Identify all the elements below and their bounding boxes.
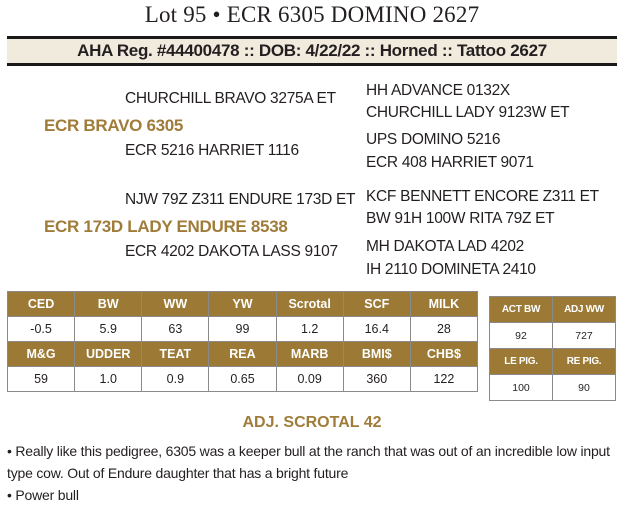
- ancestor: CHURCHILL LADY 9123W ET: [366, 104, 570, 121]
- actuals-value: 100: [490, 375, 553, 401]
- ancestor: HH ADVANCE 0132X: [366, 82, 510, 99]
- actuals-header: ADJ WW: [553, 297, 616, 323]
- epd-value: 99: [209, 317, 276, 342]
- epd-header: MARB: [276, 342, 343, 367]
- dam-dam: ECR 4202 DAKOTA LASS 9107: [125, 243, 338, 260]
- ancestor: ECR 408 HARRIET 9071: [366, 154, 534, 171]
- sire-sire: CHURCHILL BRAVO 3275A ET: [125, 90, 336, 107]
- epd-header: TEAT: [142, 342, 209, 367]
- epd-value: 59: [8, 367, 75, 392]
- actuals-value: 90: [553, 375, 616, 401]
- epd-header: Scrotal: [276, 292, 343, 317]
- epd-header: YW: [209, 292, 276, 317]
- registration-bar: [7, 36, 617, 66]
- epd-header: CHB$: [410, 342, 477, 367]
- ancestor: MH DAKOTA LAD 4202: [366, 238, 524, 255]
- epd-header: SCF: [343, 292, 410, 317]
- actuals-value-row: [490, 323, 616, 349]
- epd-header: MILK: [410, 292, 477, 317]
- ancestor: IH 2110 DOMINETA 2410: [366, 261, 536, 278]
- dam-sire: NJW 79Z Z311 ENDURE 173D ET: [125, 191, 356, 208]
- actuals-header: ACT BW: [490, 297, 553, 323]
- epd-value: 1.2: [276, 317, 343, 342]
- epd-header-row: [8, 292, 478, 317]
- actuals-value: 727: [553, 323, 616, 349]
- comment-line: • Really like this pedigree, 6305 was a keeper bull at the ranch that was out of an incredible low input: [7, 443, 610, 459]
- epd-header: BW: [75, 292, 142, 317]
- registration-line: AHA Reg. #44400478 :: DOB: 4/22/22 :: Horned :: Tattoo 2627: [77, 41, 547, 60]
- epd-value: 0.09: [276, 367, 343, 392]
- epd-value: 1.0: [75, 367, 142, 392]
- epd-value: 16.4: [343, 317, 410, 342]
- ancestor: UPS DOMINO 5216: [366, 131, 501, 148]
- epd-header: REA: [209, 342, 276, 367]
- adj-scrotal: ADJ. SCROTAL 42: [242, 414, 382, 431]
- comment-line: type cow. Out of Endure daughter that has a bright future: [7, 465, 349, 481]
- epd-header: BMI$: [343, 342, 410, 367]
- epd-header: UDDER: [75, 342, 142, 367]
- actuals-value: 92: [490, 323, 553, 349]
- lot-title: Lot 95 • ECR 6305 DOMINO 2627: [144, 2, 480, 27]
- epd-table: [7, 291, 478, 392]
- epd-value: 0.9: [142, 367, 209, 392]
- actuals-table: [489, 296, 616, 401]
- epd-value-row: [8, 367, 478, 392]
- ancestor: BW 91H 100W RITA 79Z ET: [366, 210, 555, 227]
- sire: ECR BRAVO 6305: [44, 116, 184, 135]
- epd-value: 5.9: [75, 317, 142, 342]
- epd-value: 360: [343, 367, 410, 392]
- actuals-header: RE PIG.: [553, 349, 616, 375]
- epd-header: WW: [142, 292, 209, 317]
- actuals-header-row: [490, 349, 616, 375]
- epd-header-row: [8, 342, 478, 367]
- epd-value: -0.5: [8, 317, 75, 342]
- dam: ECR 173D LADY ENDURE 8538: [44, 217, 288, 236]
- actuals-header: LE PIG.: [490, 349, 553, 375]
- actuals-value-row: [490, 375, 616, 401]
- ancestor: KCF BENNETT ENCORE Z311 ET: [366, 188, 599, 205]
- actuals-header-row: [490, 297, 616, 323]
- sire-dam: ECR 5216 HARRIET 1116: [125, 142, 299, 159]
- comment-line: • Power bull: [7, 487, 79, 503]
- epd-value: 122: [410, 367, 477, 392]
- epd-header: CED: [8, 292, 75, 317]
- epd-header: M&G: [8, 342, 75, 367]
- epd-value: 0.65: [209, 367, 276, 392]
- epd-value: 63: [142, 317, 209, 342]
- epd-value-row: [8, 317, 478, 342]
- epd-value: 28: [410, 317, 477, 342]
